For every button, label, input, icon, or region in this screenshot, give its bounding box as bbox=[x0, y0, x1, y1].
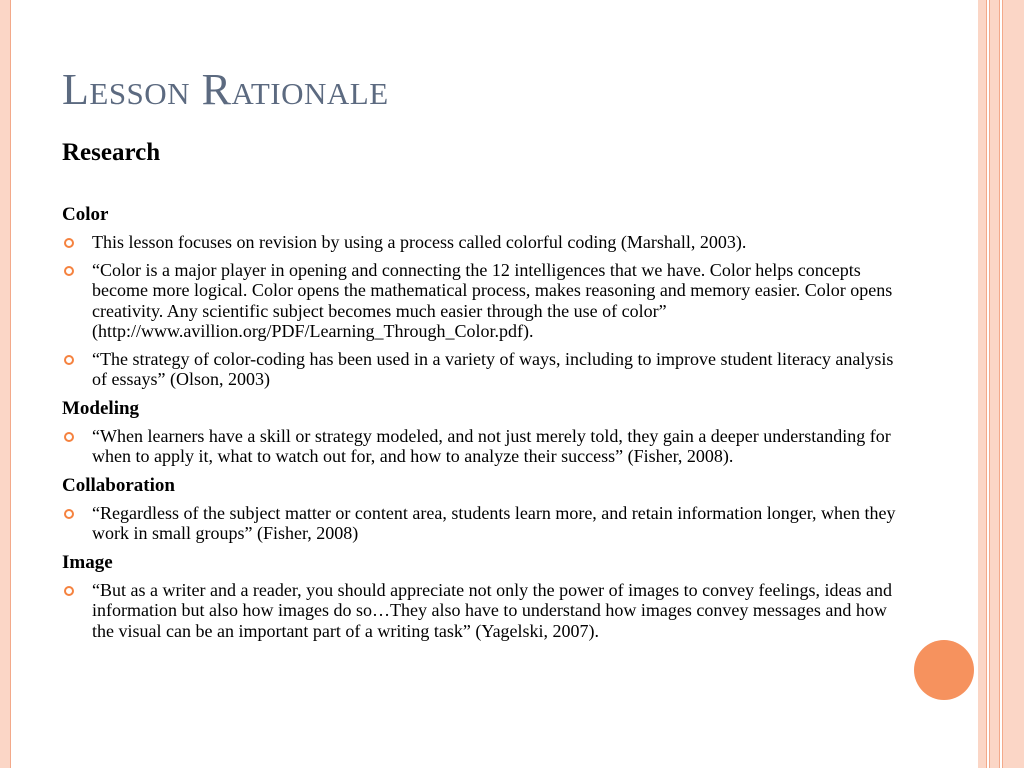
section-heading: Color bbox=[62, 204, 109, 225]
bullet-text: “Color is a major player in opening and connecting the 12 intelligences that we have. Color helps concepts become more logical. Color opens the mathematical process, makes reasoning and memory easier. Color opens creativity. Any scientific subject becomes much easier through the use of color” (http://www.avillion.org/PDF/Learning_Through_Color.pdf). bbox=[92, 259, 893, 341]
bullet-ring-icon bbox=[64, 586, 74, 596]
bullet-ring-icon bbox=[64, 355, 74, 365]
bullet-ring-icon bbox=[64, 432, 74, 442]
section-collaboration bbox=[62, 474, 912, 544]
bullet-item bbox=[62, 349, 912, 390]
bullet-text: “The strategy of color-coding has been used in a variety of ways, including to improve student literacy analysis of essays” (Olson, 2003) bbox=[92, 348, 894, 389]
stripe bbox=[978, 0, 987, 768]
bullet-list bbox=[62, 580, 912, 642]
decorative-circle bbox=[914, 640, 974, 700]
bullet-item bbox=[62, 232, 912, 253]
bullet-ring-icon bbox=[64, 238, 74, 248]
stripe bbox=[1002, 0, 1024, 768]
section-color bbox=[62, 203, 912, 390]
section-image bbox=[62, 551, 912, 642]
section-modeling bbox=[62, 397, 912, 467]
bullet-list bbox=[62, 426, 912, 467]
slide-body bbox=[62, 203, 912, 648]
section-heading: Image bbox=[62, 551, 113, 573]
bullet-list bbox=[62, 503, 912, 544]
bullet-text: “When learners have a skill or strategy modeled, and not just merely told, they gain a deeper understanding for when to apply it, what to watch out for, and how to analyze their success” (Fisher, 2008). bbox=[92, 425, 891, 466]
right-border-stripes bbox=[978, 0, 1024, 768]
bullet-text: “But as a writer and a reader, you should appreciate not only the power of images to convey feelings, ideas and information but also how images do so…They also have to understand how images convey messages and how the visual can be an important part of a writing task” (Yagelski, 2007). bbox=[92, 579, 893, 641]
bullet-text: This lesson focuses on revision by using a process called colorful coding (Marshall, 2003). bbox=[92, 232, 747, 252]
bullet-item bbox=[62, 260, 912, 342]
bullet-ring-icon bbox=[64, 509, 74, 519]
stripe bbox=[989, 0, 1000, 768]
slide-subtitle: Research bbox=[62, 139, 161, 166]
bullet-text: “Regardless of the subject matter or content area, students learn more, and retain information longer, when they work in small groups” (Fisher, 2008) bbox=[92, 502, 896, 543]
bullet-list bbox=[62, 232, 912, 390]
bullet-item bbox=[62, 426, 912, 467]
bullet-item bbox=[62, 580, 912, 642]
section-heading: Modeling bbox=[62, 397, 140, 419]
section-heading: Collaboration bbox=[62, 474, 175, 496]
bullet-item bbox=[62, 503, 912, 544]
bullet-ring-icon bbox=[64, 266, 74, 276]
slide-title: Lesson Rationale bbox=[62, 65, 389, 114]
left-border-stripe bbox=[0, 0, 11, 768]
